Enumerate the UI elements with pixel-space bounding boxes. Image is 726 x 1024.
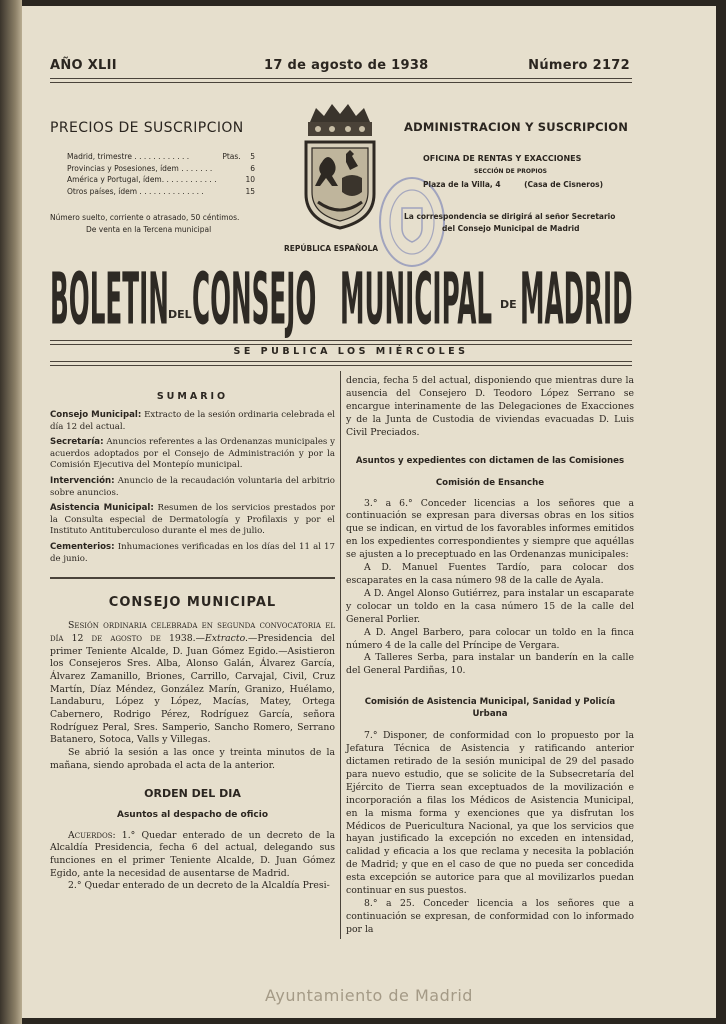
- session-opened: Se abrió la sesión a las once y treinta minutos de la mañana, siendo aprobada el acta de la anterior.: [50, 747, 335, 771]
- price-row: América y Portugal, ídem. . . . . . . . . . . . 10: [67, 175, 255, 184]
- acuerdo-2: 2.° Quedar enterado de un decreto de la Alcaldía Presi-: [68, 880, 330, 892]
- watermark: Ayuntamiento de Madrid: [265, 986, 473, 1005]
- office-label: OFICINA DE RENTAS Y EXACCIONES: [423, 154, 582, 163]
- right-column: [346, 375, 634, 937]
- madrid-coat-of-arms: [302, 102, 378, 232]
- asuntos-title: Asuntos al despacho de oficio: [116, 809, 269, 820]
- sale-note: De venta en la Tercena municipal: [86, 225, 212, 234]
- price-row: Provincias y Posesiones, ídem . . . . . . . 6: [67, 163, 255, 173]
- section-label: SECCIÓN DE PROPIOS: [474, 168, 548, 175]
- sumario-item: Intervención: Anuncio de la recaudación voluntaria del arbitrio sobre anuncios.: [50, 475, 335, 498]
- masthead-word: BOLETIN: [50, 258, 169, 342]
- asuntos-comisiones-title: Asuntos y expedientes con dictamen de las Comisiones: [355, 455, 625, 466]
- sumario-title: SUMARIO: [156, 391, 229, 402]
- ensanche-p: A Talleres Serba, para instalar un banderín en la calle del General Pardiñas, 10.: [346, 652, 634, 677]
- masthead-word: CONSEJO: [192, 258, 317, 342]
- sumario-item: Cementerios: Inhumaciones verificadas en los días del 11 al 17 de junio.: [50, 541, 335, 564]
- acuerdo-1: Acuerdos: 1.° Quedar enterado de un decreto de la Alcaldía Presidencia, fecha 6 del actual, delegando sus funciones en el primer Teniente Alcalde, D. Juan Gómez Egido, ante la necesidad de ausentarse de Madrid.: [50, 829, 335, 879]
- book-spine: [0, 0, 22, 1024]
- sumario-item: Asistencia Municipal: Resumen de los servicios prestados por la Consulta especial de Dermatología y Profilaxis y por el Instituto Antituberculoso durante el mes de julio.: [50, 503, 335, 537]
- left-column: [50, 391, 335, 893]
- sumario-list: [50, 410, 335, 565]
- top-rule: [50, 78, 632, 83]
- masthead-word: DEL: [168, 308, 192, 321]
- sumario-item: Secretaría: Anuncios referentes a las Ordenanzas municipales y acuerdos adoptados por el Consejo de Administración y por la Comisión Ejecutiva del Montepío municipal.: [50, 437, 335, 471]
- ensanche-body: [346, 498, 634, 679]
- year-label: AÑO XLII: [50, 58, 117, 73]
- republic-label: REPÚBLICA ESPAÑOLA: [284, 244, 379, 253]
- subscription-title: PRECIOS DE SUSCRIPCION: [50, 120, 244, 136]
- orden-title: ORDEN DEL DIA: [144, 786, 241, 800]
- address-label: Plaza de la Villa, 4 (Casa de Cisneros): [423, 180, 604, 189]
- asistencia-body: [346, 730, 634, 937]
- masthead-word: MADRID: [520, 258, 633, 342]
- column-divider: [340, 371, 341, 939]
- ensanche-p: A D. Manuel Fuentes Tardío, para colocar dos escaparates en la casa número 98 de la calle de Ayala.: [346, 562, 634, 586]
- masthead-word: MUNICIPAL: [340, 258, 493, 342]
- asistencia-p: 7.° Disponer, de conformidad con lo propuesto por la Jefatura Técnica de Asistencia y ratificando anterior dictamen retirado de la sesión municipal de 29 del pasado para nuevo estudio, que se solicite de la Subsecretaría del Ejército de Tierra sean exceptuados de la movilización e incorporación a filas los Médicos de Asistencia Municipal, en la misma forma y exenciones que ya disfrutan los Médicos de Puericultura Nacional, ya que los servicios que hayan justificado la excepción no exceden en intensidad, calidad y eficacia a los que reclama y necesita la población de Madrid; y que en el caso de que no pueda ser concedida esta excepción se autorice para que al movilizarlos puedan continuar en sus puestos.: [346, 730, 634, 897]
- masthead-rule: [50, 340, 632, 345]
- ensanche-p: A D. Angel Alonso Gutiérrez, para instalar un escaparate y colocar un toldo en la casa número 15 de la calle del General Porlier.: [346, 587, 634, 625]
- consejo-title: CONSEJO MUNICIPAL: [108, 595, 277, 611]
- ensanche-p: A D. Angel Barbero, para colocar un toldo en la finca número 4 de la calle del Príncipe de Vergara.: [346, 626, 634, 651]
- price-row: Otros países, ídem . . . . . . . . . . . . . . 15: [67, 186, 255, 196]
- consejo-body: [50, 620, 335, 772]
- correspondence-line2: del Consejo Municipal de Madrid: [442, 224, 580, 233]
- asistencia-title: Comisión de Asistencia Municipal, Sanidad y Policía Urbana: [364, 697, 616, 720]
- section-rule: [50, 577, 335, 579]
- masthead: [50, 258, 634, 342]
- issue-date: 17 de agosto de 1938: [264, 58, 429, 73]
- price-table: [67, 151, 255, 197]
- masthead-word: DE: [500, 298, 517, 311]
- sumario-item: Consejo Municipal: Extracto de la sesión ordinaria celebrada el día 12 del actual.: [50, 410, 335, 432]
- correspondence-line1: La correspondencia se dirigirá al señor Secretario: [404, 212, 616, 221]
- admin-title: ADMINISTRACION Y SUSCRIPCION: [404, 120, 629, 134]
- asistencia-p: 8.° a 25. Conceder licencia a los señores que a continuación se expresan, de conformidad con lo informado por la: [346, 898, 634, 935]
- acuerdos-body: [50, 830, 335, 894]
- issue-number: Número 2172: [528, 58, 630, 73]
- continued-text: dencia, fecha 5 del actual, disponiendo que mientras dure la ausencia del Consejero D. Teodoro López Serrano se encargue interinamente de las Delegaciones de Exacciones y de la Junta de Custodia de viviendas evacuadas D. Luis Civil Preciados.: [346, 375, 634, 438]
- price-row: Madrid, trimestre . . . . . . . . . . . . Ptas. 5: [67, 152, 255, 161]
- single-copy-note: Número suelto, corriente o atrasado, 50 céntimos.: [50, 213, 240, 222]
- newspaper-page: [22, 6, 716, 1018]
- publish-label: SE PUBLICA LOS MIÉRCOLES: [233, 346, 469, 357]
- publish-rule: [50, 361, 632, 366]
- session-paragraph: Sesión ordinaria celebrada en segunda convocatoria el día 12 de agosto de 1938.—Extracto.—Presidencia del primer Teniente Alcalde, D. Juan Gómez Egido.—Asistieron los Consejeros Sres. Alba, Alonso Galán, Álvarez García, Álvarez Zamanillo, Briones, Carrillo, Carvajal, Civil, Cruz Martín, Díaz Méndez, González Marín, Granizo, Huélamo, Landaburu, López y López, Macías, Matey, Ortega Cabernero, Rodrigo Pérez, Rodríguez García, señora Rodríguez Peral, Sres. Samperio, Sancho Romero, Serrano Batanero, Sotoca, Valls y Villegas.: [50, 620, 335, 746]
- ensanche-title: Comisión de Ensanche: [435, 477, 545, 488]
- ensanche-p: 3.° a 6.° Conceder licencias a los señores que a continuación se expresan para diversas obras en los sitios que se indican, en virtud de los favorables informes emitidos en los expedientes correspondientes y siempre que aquéllas se ajusten a lo preceptuado en las Ordenanzas municipales:: [346, 497, 634, 561]
